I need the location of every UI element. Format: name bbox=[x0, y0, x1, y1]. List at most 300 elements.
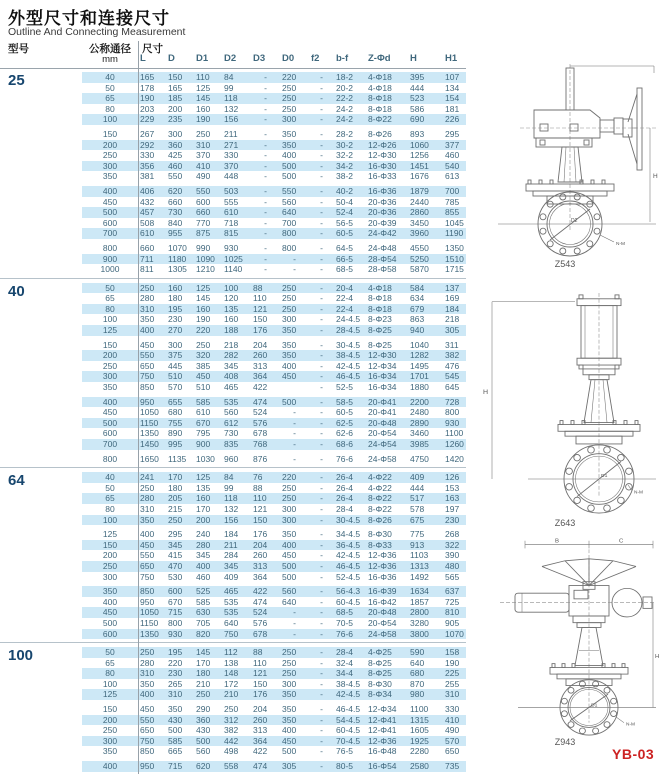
value-cell: 16-Φ39 bbox=[368, 586, 397, 597]
value-cell: 58-5 bbox=[336, 396, 354, 407]
value-cell: 32-4 bbox=[336, 657, 354, 668]
table-row bbox=[82, 371, 466, 382]
value-cell: 1420 bbox=[445, 453, 464, 464]
value-cell: 995 bbox=[168, 439, 183, 449]
value-cell: 28-4 bbox=[336, 503, 354, 514]
value-cell: 60-5 bbox=[336, 407, 354, 418]
dn-cell: 400 bbox=[102, 396, 118, 407]
value-cell: 525 bbox=[196, 586, 211, 597]
page-subtitle: Outline And Connecting Measurement bbox=[8, 26, 186, 38]
dn-cell: 400 bbox=[102, 185, 118, 196]
value-cell: 160 bbox=[224, 314, 239, 325]
value-cell: 200 bbox=[196, 514, 211, 525]
value-cell: 250 bbox=[282, 103, 297, 114]
value-cell: 250 bbox=[282, 647, 297, 658]
value-cell: 180 bbox=[168, 482, 183, 493]
value-cell: 300 bbox=[282, 503, 297, 514]
value-cell: 30-4.5 bbox=[336, 514, 361, 525]
column-header: D2 bbox=[224, 53, 237, 64]
value-cell: 410 bbox=[196, 160, 211, 171]
dn-cell: 800 bbox=[102, 453, 118, 464]
figure-label-z943: Z943 bbox=[554, 737, 576, 747]
value-cell: 1350 bbox=[140, 428, 159, 439]
dn-cell: 300 bbox=[102, 160, 118, 171]
value-cell: 450 bbox=[140, 339, 155, 350]
value-cell: 2800 bbox=[410, 607, 429, 618]
value-cell: 311 bbox=[445, 339, 459, 350]
value-cell: - bbox=[320, 678, 323, 689]
value-cell: 8-Φ26 bbox=[368, 128, 392, 139]
value-cell: - bbox=[293, 607, 296, 618]
value-cell: 270 bbox=[168, 325, 183, 336]
value-cell: 300 bbox=[168, 128, 183, 139]
value-cell: 1857 bbox=[410, 596, 429, 607]
value-cell: 650 bbox=[140, 560, 155, 571]
value-cell: 350 bbox=[282, 689, 297, 700]
value-cell: 76-6 bbox=[336, 453, 354, 464]
value-cell: 322 bbox=[445, 539, 460, 550]
table-row bbox=[82, 397, 466, 408]
dn-cell: 150 bbox=[102, 539, 118, 550]
value-cell: 2440 bbox=[410, 196, 429, 207]
table-row bbox=[82, 483, 466, 494]
dn-cell: 80 bbox=[105, 303, 115, 314]
value-cell: 50-4 bbox=[336, 196, 354, 207]
value-cell: 88 bbox=[253, 282, 263, 293]
value-cell: 28-2 bbox=[336, 128, 354, 139]
value-cell: 8-Φ18 bbox=[368, 93, 392, 104]
value-cell: 310 bbox=[196, 139, 211, 150]
value-cell: 12-Φ34 bbox=[368, 360, 397, 371]
value-cell: 3985 bbox=[410, 439, 429, 449]
value-cell: 890 bbox=[168, 428, 183, 439]
model-section bbox=[0, 469, 466, 641]
value-cell: - bbox=[320, 150, 323, 161]
value-cell: 535 bbox=[224, 607, 239, 618]
value-cell: 409 bbox=[224, 571, 239, 582]
value-cell: 99 bbox=[224, 482, 234, 493]
dn-cell: 500 bbox=[102, 417, 118, 428]
dn-cell: 600 bbox=[102, 217, 118, 228]
value-cell: 290 bbox=[196, 704, 211, 715]
value-cell: 768 bbox=[253, 439, 268, 449]
value-cell: 145 bbox=[196, 647, 211, 658]
dn-cell: 100 bbox=[102, 514, 118, 525]
value-cell: 1495 bbox=[410, 360, 429, 371]
value-cell: 1701 bbox=[410, 371, 429, 382]
value-cell: 750 bbox=[140, 571, 155, 582]
value-cell: - bbox=[264, 103, 267, 114]
table-row bbox=[82, 72, 466, 83]
table-row bbox=[82, 150, 466, 161]
dn-cell: 300 bbox=[102, 571, 118, 582]
value-cell: 195 bbox=[168, 303, 183, 314]
dn-cell: 500 bbox=[102, 617, 118, 628]
dn-cell: 450 bbox=[102, 607, 118, 618]
page-code: YB-03 bbox=[612, 746, 655, 762]
value-cell: 8-Φ30 bbox=[368, 529, 392, 540]
dn-cell: 200 bbox=[102, 550, 118, 561]
dn-cell: 350 bbox=[102, 746, 118, 757]
value-cell: 110 bbox=[253, 657, 267, 668]
value-cell: - bbox=[320, 93, 323, 104]
table-row bbox=[82, 114, 466, 125]
value-cell: 16-Φ36 bbox=[368, 571, 397, 582]
value-cell: 1045 bbox=[445, 217, 464, 228]
value-cell: 800 bbox=[282, 242, 297, 253]
value-cell: 1880 bbox=[410, 382, 429, 393]
value-cell: 28-4 bbox=[336, 647, 354, 658]
value-cell: 68-5 bbox=[336, 607, 354, 618]
value-cell: 68-5 bbox=[336, 264, 354, 275]
value-cell: 268 bbox=[445, 529, 460, 540]
value-cell: 30-4.5 bbox=[336, 339, 361, 350]
dn-cell: 1000 bbox=[100, 264, 120, 275]
value-cell: 210 bbox=[224, 689, 239, 700]
value-cell: 450 bbox=[140, 704, 155, 715]
table-row bbox=[82, 243, 466, 254]
value-cell: 310 bbox=[168, 689, 183, 700]
value-cell: 1605 bbox=[410, 725, 429, 736]
value-cell: 612 bbox=[224, 417, 239, 428]
value-cell: 24-4.5 bbox=[336, 314, 361, 325]
dn-cell: 65 bbox=[105, 493, 115, 504]
value-cell: 292 bbox=[140, 139, 155, 150]
dn-cell: 100 bbox=[102, 678, 118, 689]
value-cell: 330 bbox=[445, 704, 460, 715]
value-cell: - bbox=[264, 185, 267, 196]
value-cell: 135 bbox=[224, 303, 239, 314]
value-cell: 730 bbox=[168, 207, 183, 218]
value-cell: 1676 bbox=[410, 171, 429, 182]
value-cell: 590 bbox=[410, 647, 425, 658]
value-cell: 660 bbox=[140, 242, 155, 253]
value-cell: 284 bbox=[224, 550, 239, 561]
column-header: D0 bbox=[282, 53, 295, 64]
value-cell: 430 bbox=[196, 725, 211, 736]
value-cell: - bbox=[320, 139, 323, 150]
value-cell: 422 bbox=[253, 746, 268, 757]
value-cell: 560 bbox=[282, 586, 297, 597]
value-cell: 875 bbox=[196, 228, 211, 239]
value-cell: 364 bbox=[253, 735, 268, 746]
value-cell: 16-Φ34 bbox=[368, 382, 397, 393]
value-cell: 550 bbox=[140, 550, 155, 561]
value-cell: 364 bbox=[253, 571, 268, 582]
value-cell: 260 bbox=[253, 714, 268, 725]
value-cell: 36-4.5 bbox=[336, 539, 361, 550]
value-cell: 215 bbox=[168, 503, 183, 514]
value-cell: 24-Φ58 bbox=[368, 628, 397, 639]
value-cell: 3960 bbox=[410, 228, 429, 239]
value-cell: 400 bbox=[282, 360, 297, 371]
value-cell: 460 bbox=[168, 160, 183, 171]
dn-cell: 350 bbox=[102, 171, 118, 182]
value-cell: 46-4.5 bbox=[336, 371, 361, 382]
table-row bbox=[82, 340, 466, 351]
value-cell: 950 bbox=[140, 596, 155, 607]
value-cell: 250 bbox=[196, 689, 211, 700]
value-cell: 12-Φ30 bbox=[368, 150, 397, 161]
figure-z943 bbox=[470, 536, 660, 747]
model-section bbox=[0, 280, 466, 467]
value-cell: 444 bbox=[410, 482, 425, 493]
value-cell: 445 bbox=[168, 360, 183, 371]
value-cell: 250 bbox=[196, 128, 211, 139]
value-cell: 4-Φ18 bbox=[368, 82, 392, 93]
value-cell: 230 bbox=[168, 314, 183, 325]
value-cell: - bbox=[320, 217, 323, 228]
value-cell: 540 bbox=[445, 160, 460, 171]
value-cell: 1315 bbox=[410, 714, 429, 725]
table-row bbox=[82, 186, 466, 197]
value-cell: 645 bbox=[445, 382, 460, 393]
value-cell: 118 bbox=[224, 493, 238, 504]
value-cell: 725 bbox=[445, 596, 460, 607]
value-cell: 8-Φ26 bbox=[368, 514, 392, 525]
value-cell: - bbox=[264, 72, 267, 82]
value-cell: 180 bbox=[168, 293, 183, 304]
value-cell: 2860 bbox=[410, 207, 429, 218]
value-cell: 650 bbox=[445, 746, 460, 757]
row-group bbox=[0, 129, 466, 182]
value-cell: 190 bbox=[196, 314, 211, 325]
value-cell: 250 bbox=[282, 493, 297, 504]
value-cell: 42-4.5 bbox=[336, 360, 361, 371]
table-row bbox=[82, 658, 466, 669]
value-cell: 68-6 bbox=[336, 439, 354, 449]
value-cell: 660 bbox=[168, 196, 183, 207]
value-cell: 200 bbox=[168, 103, 183, 114]
value-cell: 24-Φ42 bbox=[368, 228, 397, 239]
table-row bbox=[82, 254, 466, 265]
value-cell: 500 bbox=[282, 571, 297, 582]
value-cell: 28-Φ54 bbox=[368, 253, 397, 264]
value-cell: 820 bbox=[196, 628, 211, 639]
model-section bbox=[0, 644, 466, 774]
value-cell: 558 bbox=[224, 761, 239, 772]
value-cell: 476 bbox=[445, 360, 460, 371]
value-cell: - bbox=[320, 350, 323, 361]
value-cell: 415 bbox=[168, 550, 183, 561]
value-cell: 121 bbox=[253, 503, 268, 514]
value-cell: 267 bbox=[140, 128, 155, 139]
value-cell: - bbox=[320, 647, 323, 658]
value-cell: - bbox=[320, 72, 323, 82]
value-cell: 550 bbox=[140, 714, 155, 725]
value-cell: 250 bbox=[224, 704, 239, 715]
valve-drawing-z643-pneumatic bbox=[470, 291, 660, 517]
value-cell: 165 bbox=[140, 72, 155, 82]
value-cell: 125 bbox=[196, 472, 211, 483]
value-cell: 52-5 bbox=[336, 382, 354, 393]
value-cell: 16-Φ30 bbox=[368, 160, 397, 171]
table-row bbox=[82, 689, 466, 700]
dn-cell: 100 bbox=[102, 114, 118, 125]
table-row bbox=[82, 304, 466, 315]
value-cell: 8-Φ34 bbox=[368, 689, 392, 700]
row-group bbox=[0, 454, 466, 465]
value-cell: - bbox=[293, 253, 296, 264]
value-cell: 1313 bbox=[410, 560, 429, 571]
value-cell: - bbox=[320, 114, 323, 125]
value-cell: 345 bbox=[224, 360, 239, 371]
value-cell: 150 bbox=[168, 72, 183, 82]
dim-h-label: H bbox=[653, 173, 658, 180]
value-cell: 670 bbox=[168, 596, 183, 607]
value-cell: 330 bbox=[140, 150, 155, 161]
table-row bbox=[82, 93, 466, 104]
value-cell: 271 bbox=[224, 139, 239, 150]
value-cell: 650 bbox=[140, 725, 155, 736]
dn-cell: 40 bbox=[105, 472, 115, 483]
value-cell: 930 bbox=[168, 628, 183, 639]
value-cell: 835 bbox=[224, 439, 239, 449]
value-cell: - bbox=[320, 325, 323, 336]
value-cell: 620 bbox=[196, 761, 211, 772]
value-cell: 370 bbox=[196, 150, 211, 161]
value-cell: 110 bbox=[196, 72, 210, 82]
value-cell: 750 bbox=[224, 628, 239, 639]
dn-cell: 200 bbox=[102, 139, 118, 150]
value-cell: 500 bbox=[168, 725, 183, 736]
value-cell: 197 bbox=[445, 503, 460, 514]
value-cell: 132 bbox=[224, 103, 239, 114]
value-cell: 524 bbox=[253, 607, 268, 618]
section-divider bbox=[0, 642, 466, 643]
value-cell: 610 bbox=[224, 207, 239, 218]
value-cell: 260 bbox=[253, 550, 268, 561]
value-cell: 28-Φ58 bbox=[368, 264, 397, 275]
value-cell: 1180 bbox=[168, 253, 187, 264]
value-cell: 500 bbox=[282, 560, 297, 571]
value-cell: 350 bbox=[140, 314, 155, 325]
value-cell: 20-Φ54 bbox=[368, 617, 397, 628]
value-cell: 381 bbox=[140, 171, 155, 182]
table-header bbox=[0, 40, 466, 69]
value-cell: 169 bbox=[445, 293, 460, 304]
value-cell: 153 bbox=[445, 482, 460, 493]
value-cell: 350 bbox=[140, 514, 155, 525]
value-cell: 815 bbox=[224, 228, 239, 239]
value-cell: - bbox=[320, 293, 323, 304]
model-section bbox=[0, 69, 466, 277]
value-cell: - bbox=[320, 607, 323, 618]
value-cell: 205 bbox=[168, 493, 183, 504]
value-cell: 170 bbox=[196, 657, 211, 668]
value-cell: 4-Φ18 bbox=[368, 282, 392, 293]
value-cell: 145 bbox=[196, 293, 211, 304]
dim-d1-label: D1 bbox=[591, 703, 598, 709]
table-row bbox=[82, 350, 466, 361]
value-cell: 1925 bbox=[410, 735, 429, 746]
value-cell: 42-4.5 bbox=[336, 689, 361, 700]
value-cell: 250 bbox=[196, 339, 211, 350]
value-cell: 1492 bbox=[410, 571, 429, 582]
value-cell: 850 bbox=[140, 382, 155, 393]
value-cell: 8-Φ22 bbox=[368, 114, 392, 125]
table-sections bbox=[0, 69, 466, 774]
value-cell: 226 bbox=[445, 114, 460, 125]
value-cell: 300 bbox=[282, 314, 297, 325]
value-cell: 20-Φ36 bbox=[368, 196, 397, 207]
dn-cell: 65 bbox=[105, 293, 115, 304]
dn-cell: 250 bbox=[102, 725, 118, 736]
table-row bbox=[82, 283, 466, 294]
model-label: 64 bbox=[8, 472, 25, 490]
dn-cell: 100 bbox=[102, 314, 118, 325]
dn-cell: 450 bbox=[102, 196, 118, 207]
value-cell: 460 bbox=[445, 150, 460, 161]
value-cell: 876 bbox=[253, 453, 268, 464]
value-cell: 1135 bbox=[168, 453, 187, 464]
value-cell: 20-Φ48 bbox=[368, 417, 397, 428]
row-group bbox=[0, 529, 466, 582]
value-cell: 450 bbox=[196, 371, 211, 382]
value-cell: 905 bbox=[445, 617, 460, 628]
value-cell: 350 bbox=[282, 714, 297, 725]
value-cell: 260 bbox=[253, 350, 268, 361]
value-cell: 4-Φ25 bbox=[368, 647, 392, 658]
value-cell: 280 bbox=[196, 539, 211, 550]
value-cell: 220 bbox=[282, 472, 297, 483]
value-cell: - bbox=[293, 628, 296, 639]
dn-cell: 80 bbox=[105, 103, 115, 114]
value-cell: 88 bbox=[253, 647, 263, 658]
value-cell: 718 bbox=[224, 217, 239, 228]
column-divider-line bbox=[138, 41, 139, 774]
dn-cell: 250 bbox=[102, 360, 118, 371]
value-cell: 395 bbox=[410, 72, 425, 82]
value-cell: 425 bbox=[168, 150, 183, 161]
value-cell: - bbox=[320, 550, 323, 561]
value-cell: 295 bbox=[168, 529, 183, 540]
value-cell: 34-4.5 bbox=[336, 529, 361, 540]
value-cell: - bbox=[320, 407, 323, 418]
value-cell: 54-4.5 bbox=[336, 714, 361, 725]
dim-b-label: B bbox=[555, 538, 560, 545]
value-cell: 218 bbox=[445, 314, 460, 325]
table-row bbox=[82, 668, 466, 679]
value-cell: 711 bbox=[140, 253, 154, 264]
value-cell: 250 bbox=[282, 282, 297, 293]
value-cell: 800 bbox=[282, 228, 297, 239]
value-cell: 1450 bbox=[140, 439, 159, 449]
dim-h-label: H bbox=[655, 654, 660, 660]
value-cell: 138 bbox=[224, 657, 239, 668]
value-cell: 474 bbox=[253, 761, 268, 772]
table-row bbox=[82, 361, 466, 372]
table-row bbox=[82, 129, 466, 140]
value-cell: - bbox=[264, 264, 267, 275]
value-cell: 52-4 bbox=[336, 207, 354, 218]
value-cell: 250 bbox=[282, 303, 297, 314]
value-cell: 410 bbox=[445, 714, 460, 725]
value-cell: 280 bbox=[140, 293, 155, 304]
value-cell: 156 bbox=[224, 114, 239, 125]
value-cell: 498 bbox=[224, 746, 239, 757]
value-cell: - bbox=[293, 617, 296, 628]
value-cell: 811 bbox=[140, 264, 154, 275]
value-cell: 310 bbox=[445, 689, 460, 700]
value-cell: - bbox=[264, 207, 267, 218]
value-cell: 34-2 bbox=[336, 160, 354, 171]
section-divider bbox=[0, 278, 466, 279]
value-cell: 80-5 bbox=[336, 761, 354, 772]
value-cell: - bbox=[320, 103, 323, 114]
value-cell: 560 bbox=[224, 407, 239, 418]
value-cell: - bbox=[320, 228, 323, 239]
